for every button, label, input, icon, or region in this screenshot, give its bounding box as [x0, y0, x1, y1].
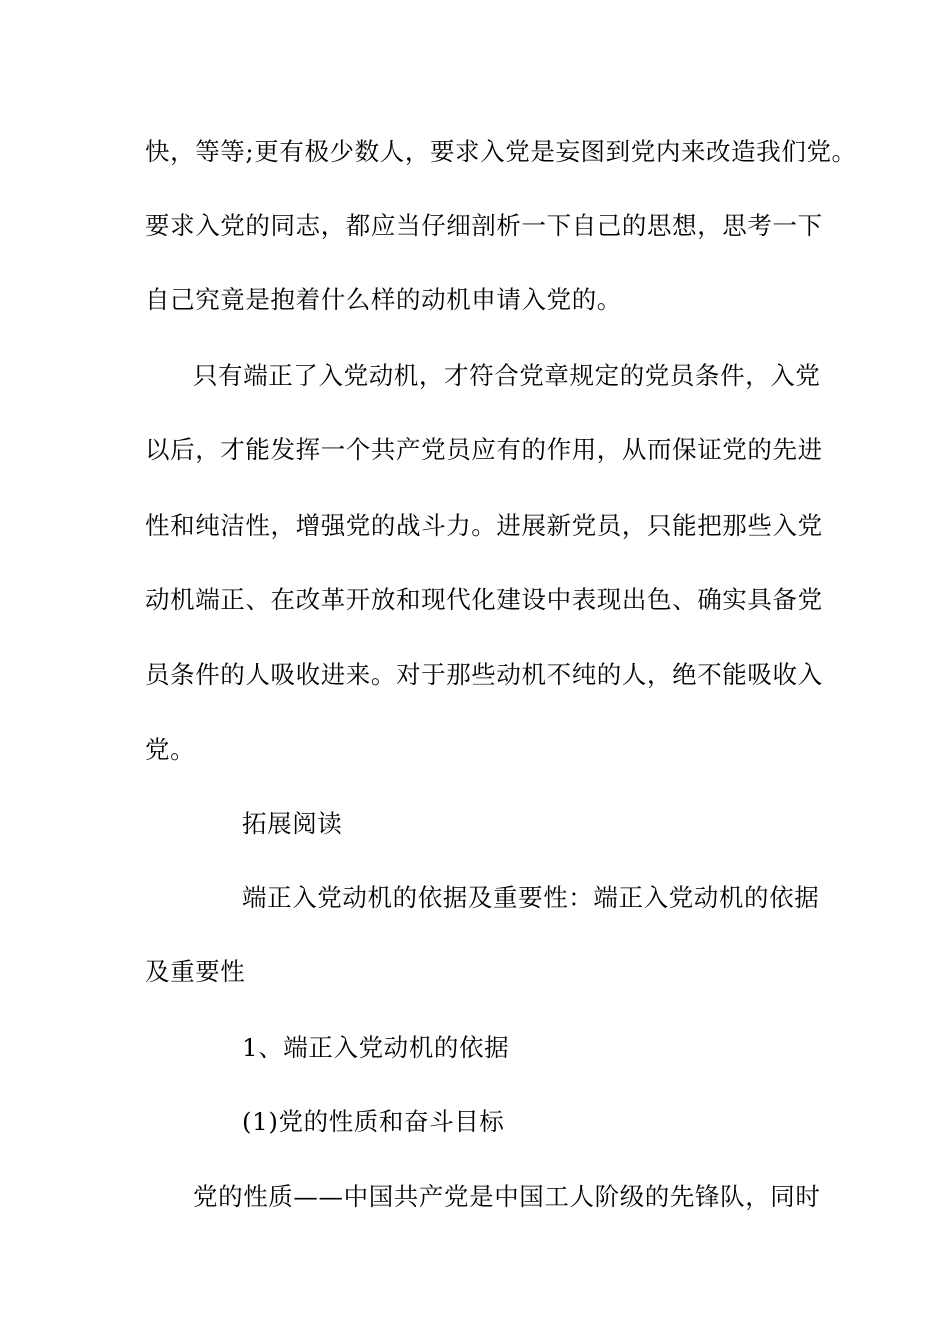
- text-line-8: 员条件的人吸收进来。对于那些动机不纯的人，绝不能吸收入: [145, 660, 823, 689]
- sub-numbered-heading: (1)党的性质和奋斗目标: [242, 1107, 505, 1136]
- numbered-heading: 1、端正入党动机的依据: [242, 1033, 510, 1062]
- text-line-6: 性和纯洁性，增强党的战斗力。进展新党员，只能把那些入党: [145, 511, 823, 540]
- text-line-2: 要求入党的同志，都应当仔细剖析一下自己的思想，思考一下: [145, 211, 823, 240]
- text-line-5: 以后，才能发挥一个共产党员应有的作用，从而保证党的先进: [145, 435, 823, 464]
- text-line-9: 党。: [145, 735, 196, 764]
- text-line-7: 动机端正、在改革开放和现代化建设中表现出色、确实具备党: [145, 585, 823, 614]
- text-line-3: 自己究竟是抱着什么样的动机申请入党的。: [145, 285, 622, 314]
- subheading-line: 端正入党动机的依据及重要性：端正入党动机的依据: [242, 883, 820, 912]
- section-heading-extended-reading: 拓展阅读: [242, 809, 343, 838]
- text-line-15: 党的性质——中国共产党是中国工人阶级的先锋队，同时: [193, 1182, 821, 1211]
- text-line-1: 快，等等;更有极少数人，要求入党是妄图到党内来改造我们党。: [145, 137, 857, 166]
- subheading-continuation: 及重要性: [145, 957, 246, 986]
- paragraph-start-line: 只有端正了入党动机，才符合党章规定的党员条件，入党: [193, 361, 821, 390]
